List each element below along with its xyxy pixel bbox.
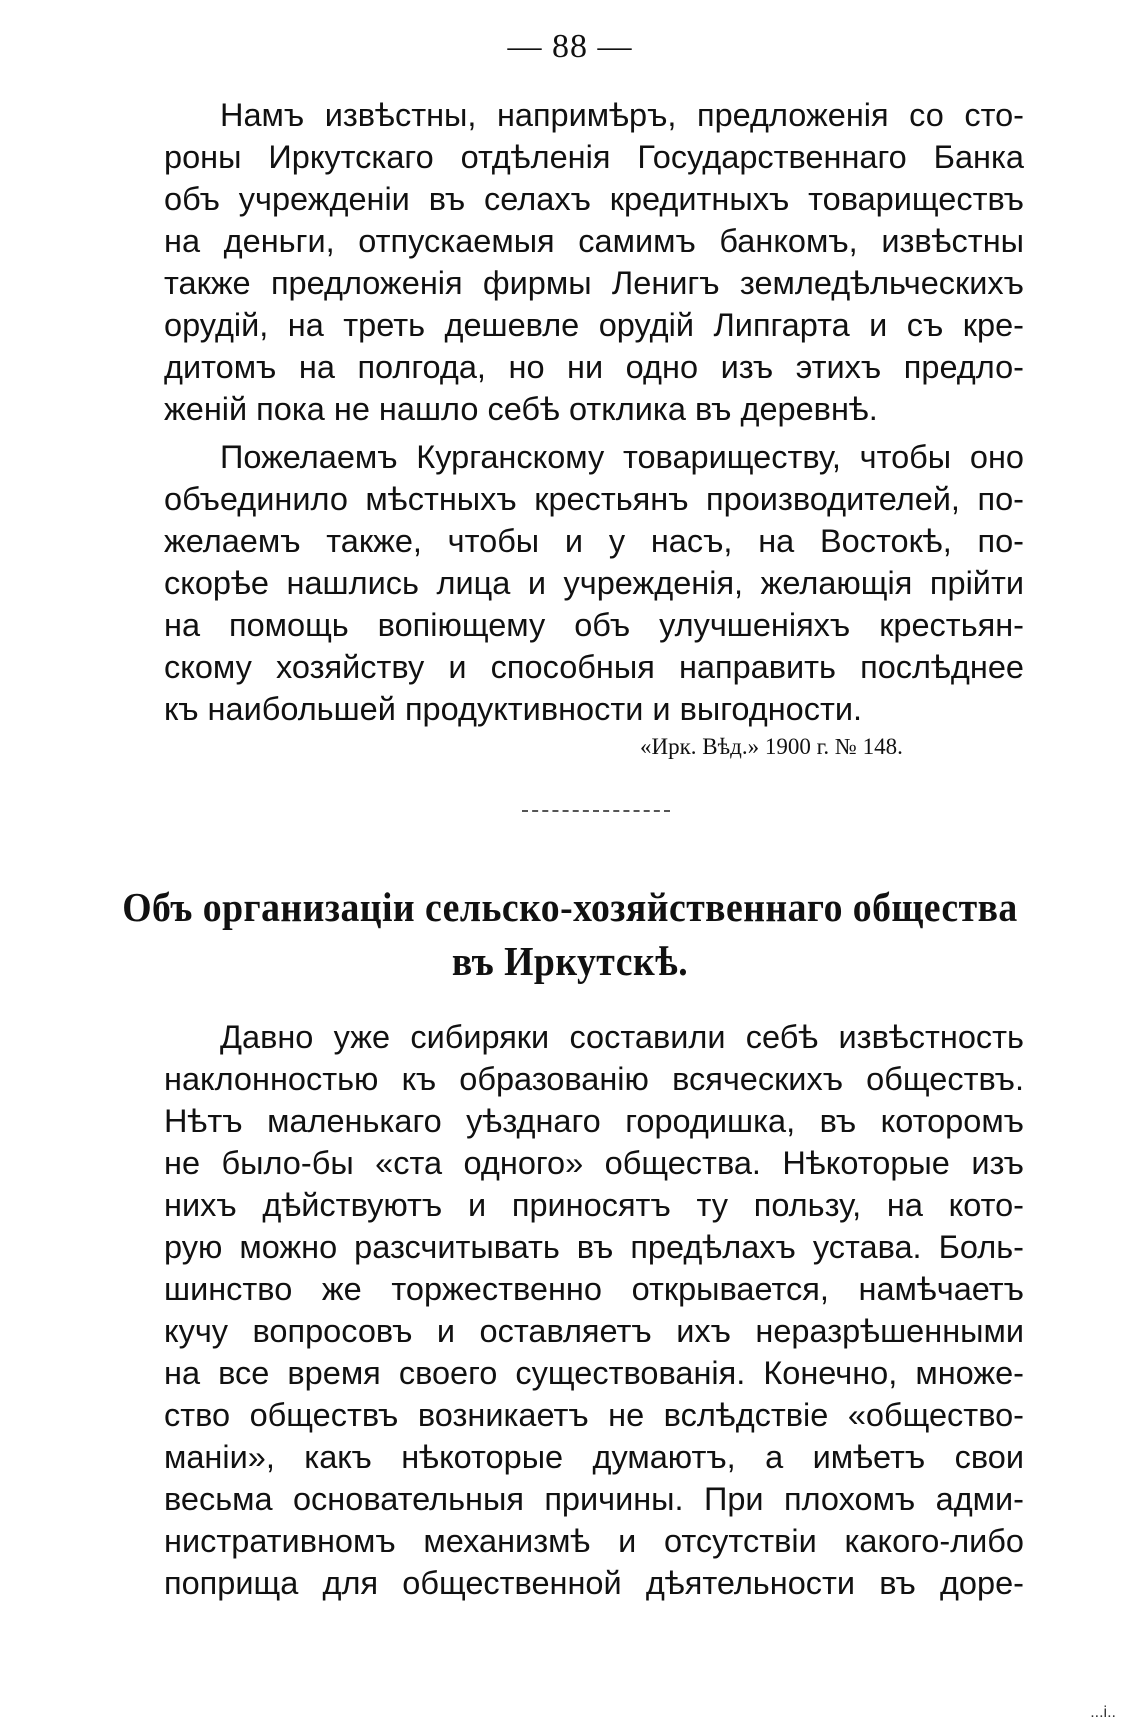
section-divider [522, 810, 670, 812]
text-line: также предложенія фирмы Ленигъ земледѣльческихъ [164, 265, 1024, 301]
paragraph-3 [164, 1016, 1024, 1604]
section-heading-line-1: Объ организаціи сельско-хозяйственнаго общества [122, 884, 1018, 930]
paragraph-2 [164, 436, 1024, 730]
text-line: скорѣе нашлись лица и учрежденія, желающія прійти [164, 565, 1024, 601]
source-citation: «Ирк. Вѣд.» 1900 г. № 148. [640, 734, 903, 759]
text-line: Давно уже сибиряки составили себѣ извѣстность [220, 1019, 1024, 1055]
text-line: кучу вопросовъ и оставляетъ ихъ неразрѣшенными [164, 1313, 1024, 1349]
text-line: рую можно разсчитывать въ предѣлахъ устава. Боль- [164, 1229, 1024, 1265]
text-line: весьма основательныя причины. При плохомъ адми- [164, 1481, 1024, 1517]
text-line: ство обществъ возникаетъ не вслѣдствіе «общество- [164, 1397, 1024, 1433]
text-line: орудій, на треть дешевле орудій Липгарта и съ кре- [164, 307, 1024, 343]
text-line: на деньги, отпускаемыя самимъ банкомъ, извѣстны [164, 223, 1024, 259]
text-line: роны Иркутскаго отдѣленія Государственнаго Банка [164, 139, 1024, 175]
section-heading-line-2: въ Иркутскѣ. [451, 938, 689, 984]
text-line: Пожелаемъ Курганскому товариществу, чтобы оно [220, 439, 1024, 475]
text-line: не было-бы «ста одного» общества. Нѣкоторые изъ [164, 1145, 1024, 1181]
text-line: на помощь вопіющему объ улучшеніяхъ крестьян- [164, 607, 1024, 643]
corner-mark: ...і.. [1090, 1704, 1116, 1721]
text-line: поприща для общественной дѣятельности въ доре- [164, 1565, 1024, 1601]
text-line: желаемъ также, чтобы и у насъ, на Востокѣ, по- [164, 523, 1024, 559]
paragraph-1 [164, 94, 1024, 430]
text-line: женій пока не нашло себѣ отклика въ деревнѣ. [164, 391, 878, 427]
text-line: Нѣтъ маленькаго уѣзднаго городишка, въ которомъ [164, 1103, 1024, 1139]
text-line: нихъ дѣйствуютъ и приносятъ ту пользу, на кото- [164, 1187, 1024, 1223]
text-line: къ наибольшей продуктивности и выгодности. [164, 691, 863, 727]
text-line: шинство же торжественно открывается, намѣчаетъ [164, 1271, 1024, 1307]
text-line: маніи», какъ нѣкоторые думаютъ, а имѣетъ свои [164, 1439, 1024, 1475]
page-number: — 88 — [507, 28, 633, 65]
text-line: дитомъ на полгода, но ни одно изъ этихъ предло- [164, 349, 1024, 385]
text-line: нистративномъ механизмѣ и отсутствіи какого-либо [164, 1523, 1024, 1559]
text-line: на все время своего существованія. Конечно, множе- [164, 1355, 1024, 1391]
text-line: объ учрежденіи въ селахъ кредитныхъ товариществъ [164, 181, 1024, 217]
text-line: наклонностью къ образованію всяческихъ обществъ. [164, 1061, 1024, 1097]
text-line: скому хозяйству и способныя направить послѣднее [164, 649, 1024, 685]
text-line: Намъ извѣстны, напримѣръ, предложенія со сто- [220, 97, 1024, 133]
text-line: объединило мѣстныхъ крестьянъ производителей, по- [164, 481, 1024, 517]
